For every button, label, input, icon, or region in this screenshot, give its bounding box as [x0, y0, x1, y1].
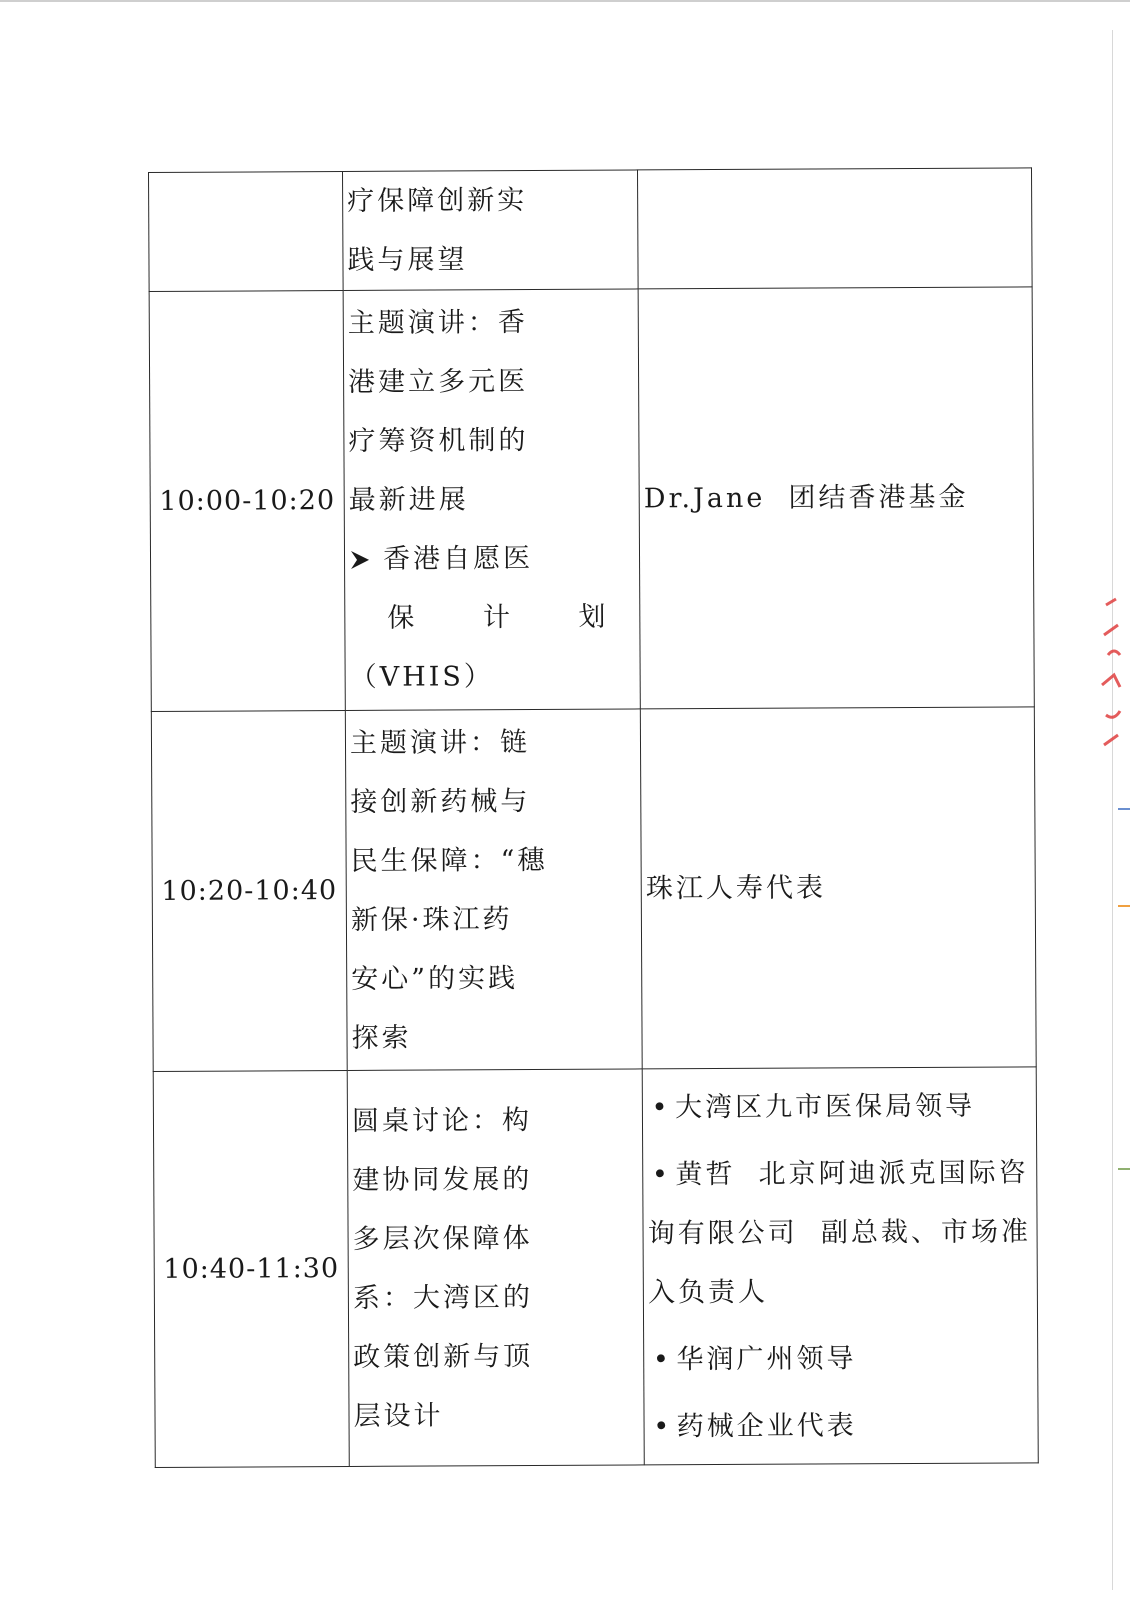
speaker-cell — [640, 707, 1036, 1069]
page-top-edge — [0, 0, 1130, 2]
topic-line: 主题演讲：链 — [349, 726, 531, 759]
table-row — [149, 168, 1033, 292]
topic-line: 最新进展 — [348, 484, 469, 516]
page-right-edge — [1112, 30, 1113, 1590]
table-row — [149, 287, 1034, 712]
time-cell — [149, 290, 345, 711]
topic-cell — [345, 709, 642, 1071]
list-item: • 药械企业代表 — [649, 1395, 1034, 1456]
speaker-name: Dr.Jane 团结香港基金 — [643, 481, 969, 515]
topic-line: 探索 — [351, 1022, 412, 1054]
list-item: • 黄哲 北京阿迪派克国际咨 询有限公司 副总裁、市场准 入负责人 — [647, 1143, 1033, 1322]
topic-line: 安心”的实践 — [351, 962, 519, 995]
topic-line: 层设计 — [353, 1399, 444, 1432]
dot-bullet-icon: • — [652, 1343, 672, 1375]
topic-cell — [343, 289, 640, 711]
topic-line: 疗保障创新实 — [347, 185, 528, 217]
table-row — [151, 707, 1036, 1072]
time-slot: 10:00-10:20 — [159, 485, 336, 517]
speaker-cell — [638, 168, 1033, 289]
topic-cell — [342, 170, 638, 291]
time-slot: 10:40-11:30 — [163, 1253, 340, 1285]
table-row — [153, 1067, 1038, 1468]
topic-line: 接创新药械与 — [350, 785, 531, 818]
arrow-bullet-icon — [349, 530, 383, 589]
edge-mark — [1118, 808, 1130, 810]
topic-line: 港建立多元医 — [348, 366, 529, 398]
topic-line: 践与展望 — [347, 244, 468, 276]
list-item: • 大湾区九市医保局领导 — [647, 1076, 1032, 1137]
agenda-table — [148, 167, 1039, 1468]
topic-line: 建协同发展的 — [352, 1163, 533, 1196]
speaker-cell — [642, 1067, 1038, 1465]
dot-bullet-icon: • — [653, 1410, 673, 1442]
topic-line: 疗筹资机制的 — [348, 425, 529, 457]
red-stamp-fragment — [1098, 595, 1124, 765]
topic-line: 系：大湾区的 — [352, 1281, 533, 1314]
edge-mark — [1118, 905, 1130, 907]
topic-line: 新保·珠江药 — [350, 903, 513, 936]
dot-bullet-icon: • — [651, 1158, 671, 1190]
topic-line: 主题演讲：香 — [347, 307, 528, 339]
topic-line: 圆桌讨论：构 — [351, 1104, 533, 1137]
time-cell — [149, 171, 344, 291]
sub-point-text: 香港自愿医 — [382, 542, 534, 575]
time-cell — [151, 710, 347, 1071]
sub-point-text: （VHIS） — [349, 661, 494, 693]
list-item: • 华润广州领导 — [648, 1328, 1033, 1389]
sub-point — [349, 528, 635, 588]
topic-line: 政策创新与顶 — [353, 1340, 534, 1373]
speaker-list — [647, 1076, 1034, 1456]
topic-line: 民生保障：“穗 — [350, 844, 548, 877]
edge-mark — [1118, 1168, 1130, 1170]
dot-bullet-icon: • — [651, 1091, 671, 1123]
sub-point-text: 保 计 划 — [387, 601, 636, 634]
time-cell — [153, 1070, 349, 1467]
topic-cell — [347, 1069, 644, 1467]
time-slot: 10:20-10:40 — [161, 875, 338, 907]
speaker-cell — [638, 287, 1034, 709]
stamp-icon — [1098, 595, 1124, 765]
topic-line: 多层次保障体 — [352, 1222, 533, 1255]
speaker-name: 珠江人寿代表 — [645, 872, 827, 905]
